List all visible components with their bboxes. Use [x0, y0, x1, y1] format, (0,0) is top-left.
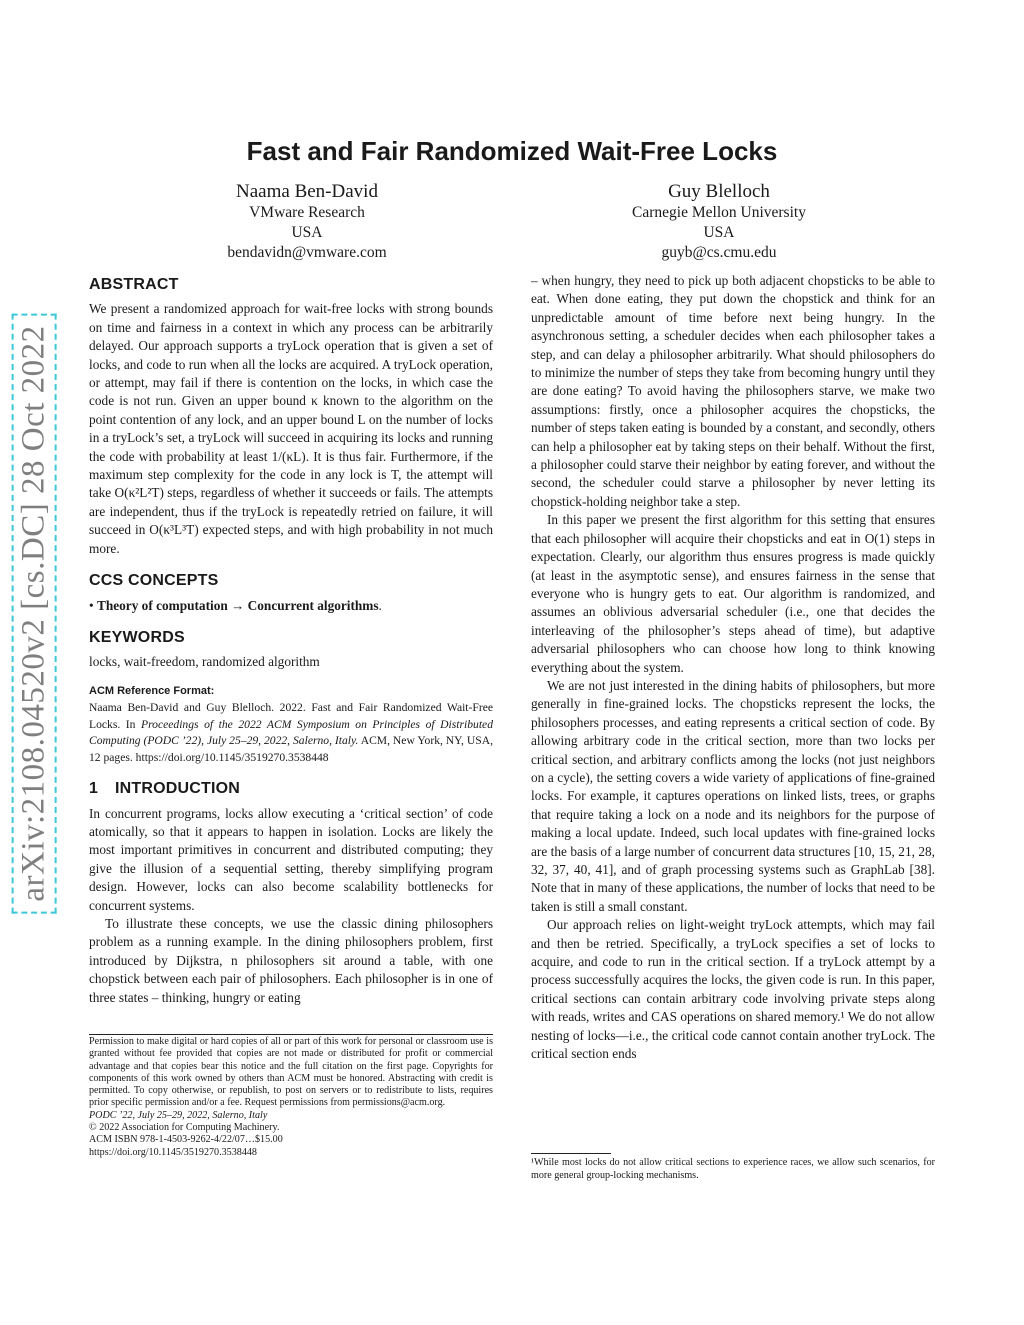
- intro-title: INTRODUCTION: [115, 780, 241, 798]
- isbn-line: ACM ISBN 978-1-4503-9262-4/22/07…$15.00: [89, 1134, 283, 1146]
- intro-number: 1: [89, 780, 99, 798]
- permission-notice-block: [89, 1036, 493, 1159]
- doi-link[interactable]: https://doi.org/10.1145/3519270.3538448: [89, 1146, 257, 1158]
- abstract-heading: ABSTRACT: [89, 276, 179, 293]
- footnote: ¹While most locks do not allow critical sections to experience races, we allow such scenarios, for more general group-locking mechanisms.: [531, 1157, 935, 1181]
- author-email[interactable]: guyb@cs.cmu.edu: [661, 244, 777, 261]
- abstract-text: We present a randomized approach for wait-free locks with strong bounds on time and fairness in a context in which any process can be arbitrarily delayed. Our approach supports a tryLock operation that is given a set of locks, and code to run when all the locks are acquired. A tryLock operation, or attempt, may fail if there is contention on the locks, in which case the code is not run. Given an upper bound κ known to the algorithm on the point contention of any lock, and an upper bound L on the number of locks in a tryLock’s set, a tryLock will succeed in acquiring its locks and running the code with probability at least 1/(κL). It is thus fair. Furthermore, if the maximum step complexity for the code in any lock is T, the attempt will take O(κ²L²T) steps, regardless of whether it succeeds or fails. The attempts are independent, thus if the tryLock is repeatedly retried on failure, it will succeed in O(κ³L³T) expected steps, and with high probability in not much more.: [89, 301, 493, 556]
- ccs-heading: CCS CONCEPTS: [89, 572, 219, 590]
- footer-divider: [89, 1034, 493, 1035]
- acm-reference-proceedings: Proceedings of the 2022 ACM Symposium on Principles of Distributed Computing (PODC ’22), July 25–29, 2022, Salerno, Italy.: [89, 717, 494, 748]
- acm-reference-text: [89, 700, 493, 766]
- intro-paragraph-5: Our approach relies on light-weight tryLock attempts, which may fail and then be retried. Specifically, a tryLock specifies a set of locks to acquire, and code to run in the critical section. If a tryLock attempt by a process successfully acquires the locks, the given code is run. In this paper, critical sections can contain arbitrary code involving private steps along with reads, writes and CAS operations on shared memory.¹ We do not allow nesting of locks—i.e., the critical code cannot contain another tryLock. The critical section ends: [531, 917, 935, 1062]
- copyright-line: © 2022 Association for Computing Machinery.: [89, 1122, 280, 1134]
- author-country: USA: [291, 224, 323, 241]
- permission-notice: Permission to make digital or hard copies of all or part of this work for personal or classroom use is granted without fee provided that copies are not made or distributed for profit or commercial advantage and that copies bear this notice and the full citation on the first page. Copyrights for components of this work owned by others than ACM must be honored. Abstracting with credit is permitted. To copy otherwise, or republish, to post on servers or to redistribute to lists, requires prior specific permission and/or a fee. Request permissions from permissions@acm.org.: [89, 1036, 493, 1109]
- paper-title: Fast and Fair Randomized Wait-Free Locks: [246, 136, 778, 166]
- left-column: [89, 272, 493, 1007]
- arxiv-stamp: [6, 318, 62, 908]
- conference-line: PODC ’22, July 25–29, 2022, Salerno, Italy: [89, 1109, 268, 1121]
- acm-reference-heading: ACM Reference Format:: [89, 684, 215, 697]
- intro-paragraph-3: In this paper we present the first algorithm for this setting that ensures that each philosopher will acquire their chopsticks and eat in O(1) steps in expectation. Clearly, our algorithm thus ensures progress is made quickly (at least in the asymptotic sense), and ensures fairness in the sense that everyone who is hungry gets to eat. Our algorithm is randomized, and assumes an oblivious adversarial scheduler (i.e., one that decides the interleaving of the philosopher’s steps ahead of time), but adaptive adversarial philosophers who can choose how long to think knowing everything about the system.: [531, 512, 935, 675]
- author-country: USA: [703, 224, 735, 241]
- footnote-divider: [531, 1153, 611, 1154]
- keywords-text: locks, wait-freedom, randomized algorithm: [89, 654, 320, 670]
- right-column: [531, 272, 935, 1063]
- ccs-bullet: •: [89, 597, 94, 613]
- author-affiliation: Carnegie Mellon University: [632, 204, 806, 221]
- intro-paragraph-4: We are not just interested in the dining habits of philosophers, but more generally in fine-grained locks. The chopsticks represent the locks, the philosophers processes, and eating represents a critical section of code. By allowing arbitrary code in the critical section, more than two locks per critical section, and arbitrary conflicts among the locks (not just neighbors on a cycle), the setting covers a wide variety of applications of fine-grained locks. For example, it captures operations on linked lists, trees, or graphs that require taking a lock on a node and its neighbors for the purpose of making a local update. Indeed, such local updates with fine-grained locks are the basis of a large number of concurrent data structures [10, 15, 21, 28, 32, 37, 40, 41], and of graph processing systems such as GraphLab [38]. Note that in many of these applications, the number of locks that need to be taken is still a small constant.: [531, 677, 935, 914]
- intro-paragraph-2: To illustrate these concepts, we use the classic dining philosophers problem as a running example. In the dining philosophers problem, first introduced by Dijkstra, n philosophers sit around a table, with one chopstick between each pair of philosophers. Each philosopher is in one of three states – thinking, hungry or eating: [89, 915, 493, 1005]
- arxiv-stamp-text: arXiv:2108.04520v2 [cs.DC] 28 Oct 2022: [12, 313, 57, 913]
- author-block-1: [157, 180, 457, 263]
- ccs-end: .: [378, 597, 382, 613]
- keywords-heading: KEYWORDS: [89, 628, 185, 646]
- ccs-concept: Theory of computation → Concurrent algorithms: [96, 597, 379, 613]
- ccs-concepts: [89, 597, 493, 615]
- author-email[interactable]: bendavidn@vmware.com: [227, 244, 387, 261]
- author-name: Guy Blelloch: [668, 181, 770, 202]
- author-affiliation: VMware Research: [249, 204, 365, 221]
- intro-heading: [89, 780, 493, 798]
- intro-paragraph-1: In concurrent programs, locks allow executing a ‘critical section’ of code atomically, so that it appears to happen in isolation. Locks are likely the most important primitives in concurrent and distributed computing; they give the illusion of a sequential setting, thereby simplifying program design. However, locks can also become scalability bottlenecks for concurrent systems.: [89, 805, 493, 913]
- author-block-2: [569, 180, 869, 263]
- acm-reference-pre: Naama Ben-David and Guy Blelloch. 2022. Fast and Fair Randomized Wait-Free Locks. In: [89, 701, 493, 731]
- author-name: Naama Ben-David: [236, 181, 378, 202]
- intro-paragraph-2-continued: – when hungry, they need to pick up both adjacent chopsticks to be able to eat. When done eating, they put down the chopstick and think for an unpredictable amount of time before next being hungry. In the asynchronous setting, a scheduler decides when each philosopher takes a step, and can delay a philosopher arbitrarily. What should philosophers do to minimize the number of steps they take from becoming hungry until they are done eating? To avoid having the philosophers starve, we make two assumptions: firstly, once a philosopher acquires the chopsticks, the number of steps taken eating is bounded by a constant, and secondly, others can help a philosopher eat by taking steps on their behalf. Without the first, a philosopher could starve their neighbor by eating forever, and without the second, the scheduler could starve a philosopher by never letting its chopstick-holding neighbor take a step.: [531, 273, 935, 509]
- acm-reference-post: ACM, New York, NY, USA, 12 pages. https://doi.org/10.1145/3519270.3538448: [89, 734, 493, 764]
